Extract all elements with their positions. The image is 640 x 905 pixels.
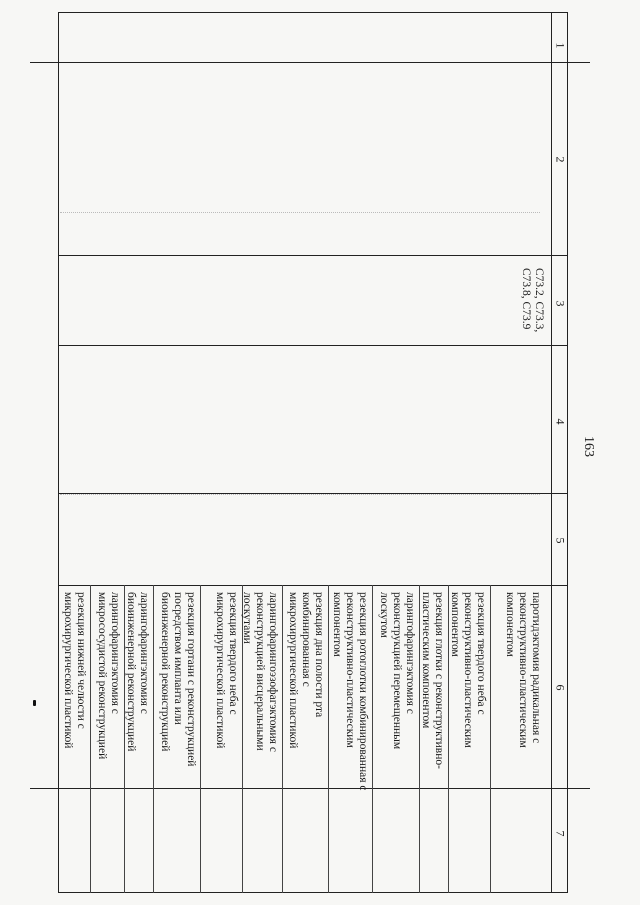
column-number: 1: [553, 42, 567, 49]
treatment-entry: резекция ротоглотки комбинированная с реконструктивно-пластическим компонентом: [331, 592, 369, 791]
treatment-entry: резекция нижней челюсти с микрохирургической пластикой: [62, 592, 87, 749]
treatment-entry: ларингофарингэктомия с реконструкцией перемещенным лоскутом: [378, 592, 416, 750]
code-line: C73.2, C73.3,: [533, 268, 545, 333]
row-divider: [490, 585, 491, 893]
row-divider: [200, 585, 201, 893]
column-divider: [30, 788, 590, 789]
treatment-entry: резекция твердого неба с микрохирургической пластикой: [214, 592, 239, 749]
column-number: 3: [553, 300, 567, 307]
table-frame: [58, 12, 568, 893]
column-divider: [58, 345, 568, 346]
scan-speck: [33, 700, 36, 706]
column-number-strip: [551, 12, 568, 893]
column-divider: [58, 585, 568, 586]
diagnosis-codes: [519, 268, 545, 332]
row-divider: [282, 585, 283, 893]
treatment-entry: ларингофарингоэзофагэктомия с реконструкцией висцеральными лоскутами: [241, 592, 279, 752]
row-divider: [372, 585, 373, 893]
treatment-entry: ларингофарингэктомия с микрососудистой реконструкцией: [96, 592, 121, 760]
row-divider: [153, 585, 154, 893]
treatment-entry: резекция гортани с реконструкцией посредством импланта или биоинженерной реконструкцией: [159, 592, 197, 767]
row-divider: [90, 585, 91, 893]
treatment-entry: резекция дна полости рта комбинированная с микрохирургической пластикой: [287, 592, 325, 749]
column-number: 4: [553, 418, 567, 425]
scan-artifact: [60, 212, 540, 213]
column-number: 7: [553, 830, 567, 837]
treatment-entry: резекция твердого неба с реконструктивно-пластическим компонентом: [449, 592, 487, 748]
treatment-entry: ларингофарингэктомия с биоинженерной реконструкцией: [125, 592, 150, 752]
column-number: 6: [553, 684, 567, 691]
treatment-entry: паротидэктомия радикальная с реконструктивно-пластическим компонентом: [504, 592, 542, 748]
page-number: 163: [581, 436, 596, 457]
column-divider: [30, 62, 590, 63]
code-line: C73.8, C73.9: [520, 268, 532, 330]
column-number: 5: [553, 537, 567, 544]
column-divider: [58, 255, 568, 256]
treatment-entry: резекция глотки с реконструктивно- пластическим компонентом: [420, 592, 445, 769]
scan-artifact: [60, 494, 540, 495]
row-divider: [328, 585, 329, 893]
column-number: 2: [553, 156, 567, 163]
